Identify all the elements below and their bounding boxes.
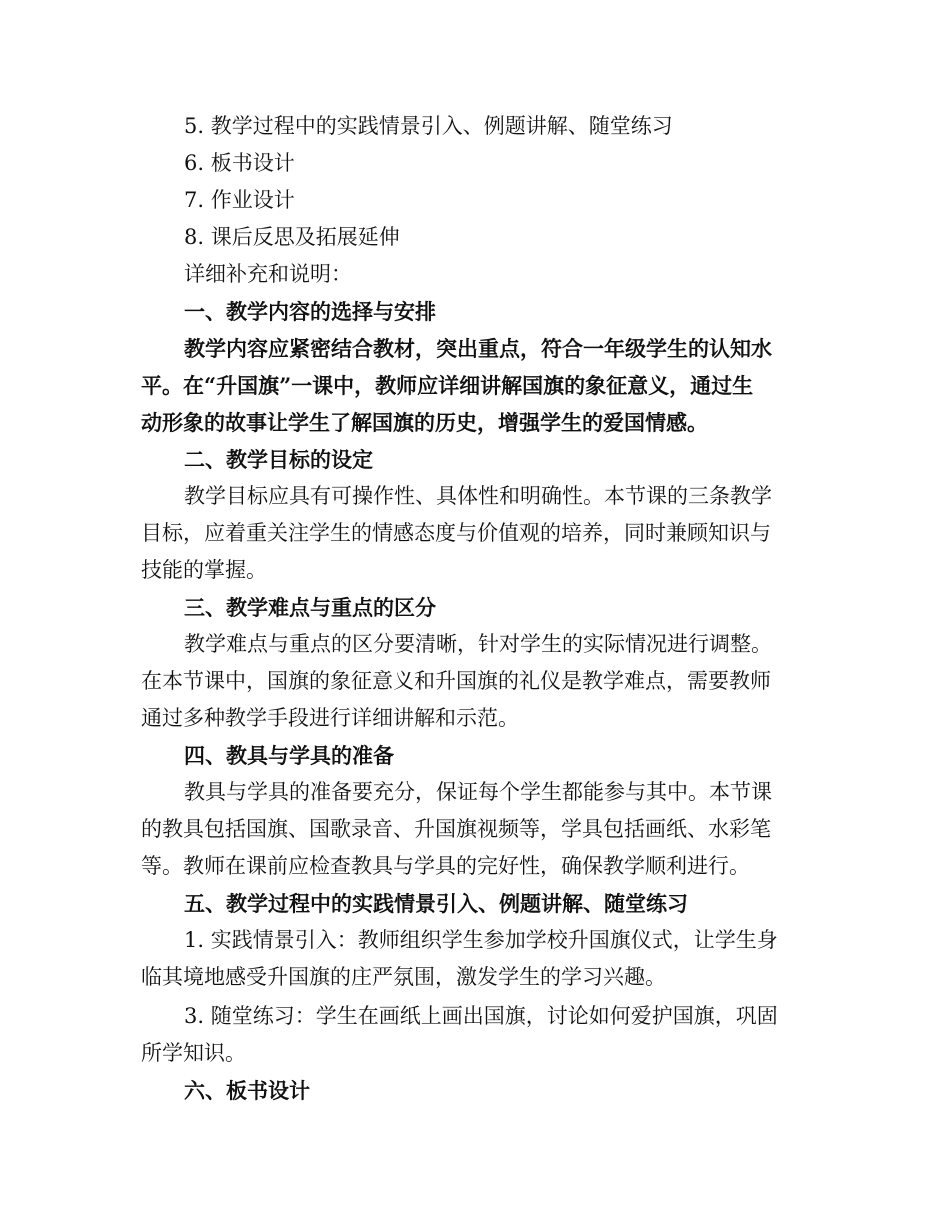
list-item-8: 8. 课后反思及拓展延伸 (184, 225, 400, 249)
list-item-6: 6. 板书设计 (184, 151, 295, 175)
intro-text: 详细补充和说明： (184, 262, 352, 286)
paragraph-line: 在本节课中，国旗的象征意义和升国旗的礼仪是教学难点，需要教师 (141, 669, 771, 693)
section-heading-4: 四、教具与学具的准备 (184, 743, 394, 768)
paragraph-line: 所学知识。 (141, 1041, 246, 1065)
list-item-5: 5. 教学过程中的实践情景引入、例题讲解、随堂练习 (184, 114, 673, 138)
paragraph-line: 教学目标应具有可操作性、具体性和明确性。本节课的三条教学 (184, 484, 772, 508)
paragraph-line: 目标，应着重关注学生的情感态度与价值观的培养，同时兼顾知识与 (141, 521, 771, 545)
paragraph-line: 通过多种教学手段进行详细讲解和示范。 (141, 706, 519, 730)
paragraph-line: 3. 随堂练习：学生在画纸上画出国旗，讨论如何爱护国旗，巩固 (184, 1004, 778, 1028)
paragraph-line: 等。教师在课前应检查教具与学具的完好性，确保教学顺利进行。 (141, 854, 750, 878)
section-heading-1: 一、教学内容的选择与安排 (184, 299, 436, 324)
section-heading-6: 六、板书设计 (184, 1078, 310, 1103)
section-heading-2: 二、教学目标的设定 (184, 447, 373, 472)
paragraph-line: 技能的掌握。 (141, 558, 267, 582)
paragraph-line: 1. 实践情景引入：教师组织学生参加学校升国旗仪式，让学生身 (184, 928, 778, 952)
section-heading-3: 三、教学难点与重点的区分 (184, 595, 436, 620)
paragraph-line: 平。在“升国旗”一课中，教师应详细讲解国旗的象征意义，通过生 (141, 373, 754, 398)
paragraph-line: 教具与学具的准备要充分，保证每个学生都能参与其中。本节课 (184, 780, 772, 804)
paragraph-line: 的教具包括国旗、国歌录音、升国旗视频等，学具包括画纸、水彩笔 (141, 817, 771, 841)
paragraph-line: 动形象的故事让学生了解国旗的历史，增强学生的爱国情感。 (141, 410, 708, 435)
section-heading-5: 五、教学过程中的实践情景引入、例题讲解、随堂练习 (184, 891, 688, 916)
paragraph-line: 教学难点与重点的区分要清晰，针对学生的实际情况进行调整。 (184, 632, 772, 656)
paragraph-line: 教学内容应紧密结合教材，突出重点，符合一年级学生的认知水 (184, 336, 772, 361)
list-item-7: 7. 作业设计 (184, 188, 295, 212)
paragraph-line: 临其境地感受升国旗的庄严氛围，激发学生的学习兴趣。 (141, 965, 666, 989)
